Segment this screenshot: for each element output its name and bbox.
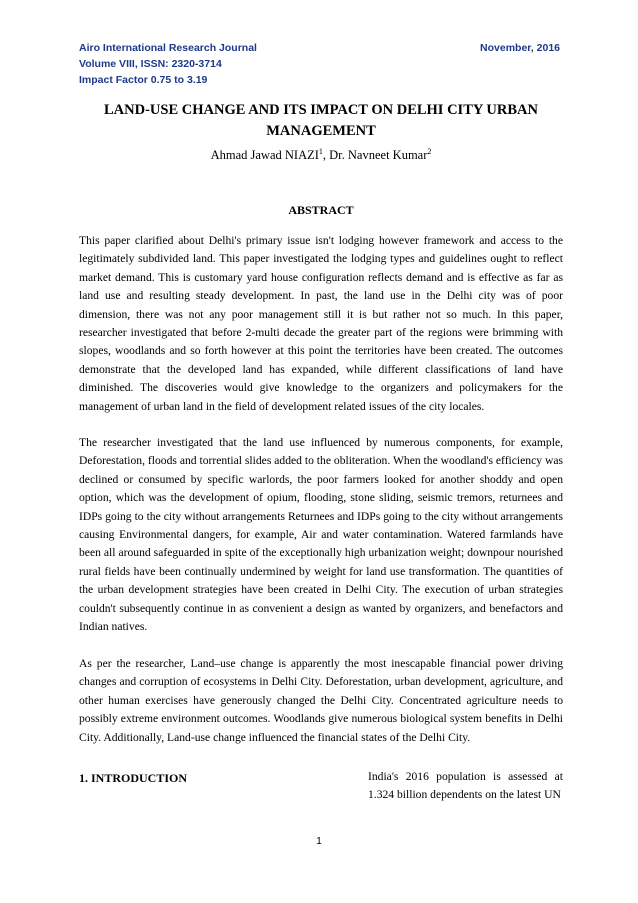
- author-name: Ahmad Jawad NIAZI: [210, 148, 319, 162]
- abstract-paragraph: This paper clarified about Delhi's primary issue isn't lodging however framework and access to the legitimately subdivided land. This paper investigated the lodging types and guidelines ought to reflect market demand. This is customary yard house configuration reflects demand and is effective as far as land use and resulting steady development. In past, the land use in the Delhi city was of poor dimension, there was not any poor management still it is but rather not so much. In this paper, researcher investigated that before 2-multi decade the greater part of the regions were brimming with slopes, woodlands and so forth however at this point the territories have been created. The outcomes demonstrate that the developed land has expanded, while different classifications of land have diminished. The discoveries would give knowledge to the organizers and policymakers for the management of urban land in the field of development related issues of the city locales.: [79, 234, 563, 413]
- author-separator: ,: [322, 148, 330, 162]
- intro-paragraph: India's 2016 population is assessed at 1.324 billion dependents on the latest UN: [368, 770, 563, 802]
- section-heading: 1. INTRODUCTION: [79, 771, 188, 785]
- abstract-paragraph: As per the researcher, Land–use change is apparently the most inescapable financial power driving changes and corruption of ecosystems in Delhi City. Deforestation, urban development, agriculture, and other human exercises have generously changed the Delhi City. Concentrated agriculture needs to possibly extreme environment outcomes. Woodlands give numerous biological system benefits in Delhi City. Additionally, Land-use change influenced the financial states of the Delhi City.: [79, 657, 563, 744]
- journal-volume: Volume VIII, ISSN: 2320-3714: [79, 58, 222, 70]
- journal-name: Airo International Research Journal: [79, 42, 257, 54]
- page-number: 1: [316, 836, 322, 847]
- author-name: Dr. Navneet Kumar: [329, 148, 428, 162]
- paper-title: LAND-USE CHANGE AND ITS IMPACT ON DELHI CITY URBAN MANAGEMENT: [104, 102, 538, 139]
- affiliation-mark: 1: [318, 146, 323, 156]
- issue-date: November, 2016: [480, 42, 560, 54]
- author-line: [79, 148, 563, 163]
- abstract-heading: ABSTRACT: [288, 203, 354, 217]
- abstract-paragraph: The researcher investigated that the land use influenced by numerous components, for example, Deforestation, floods and torrential slides added to the obliteration. When the woodland's efficiency was declined or consumed by specific warlords, the poor farmers looked for another shoddy and open option, which was the development of opium, flooding, stone sliding, seismic tremors, returnees and IDPs going to the city without arrangements Returnees and IDPs going to the city without arrangements causing Environmental dangers, for example, Air and water contamination. Watered farmlands have been all around safeguarded in spite of the exceptionally high urbanization weight; downpour nourished rural fields have been continually undermined by weight for land use transformation. The quantities of the urban development strategies have been created in Delhi City. The execution of urban strategies couldn't subsequently continue in as convenient a design as wanted by organizers, and benefactors and Indian natives.: [79, 436, 563, 634]
- impact-factor: Impact Factor 0.75 to 3.19: [79, 74, 208, 86]
- affiliation-mark: 2: [427, 146, 432, 156]
